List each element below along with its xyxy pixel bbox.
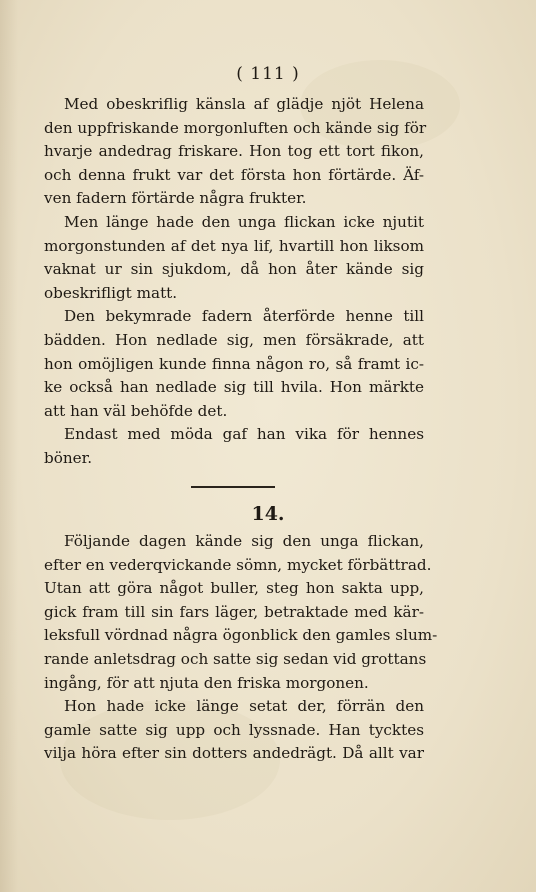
text-line: Följande dagen kände sig den unga flickan, [64,532,424,550]
text-line: ingång, för att njuta den friska morgonen. [44,673,369,692]
text-line: hvarje andedrag friskare. Hon tog ett tort fikon, [44,142,424,161]
text-block-top [44,93,427,471]
text-line: Hon hade icke länge setat der, förrän den [64,697,424,716]
text-line: Endast med möda gaf han vika för hennes [64,425,424,444]
section-divider [191,486,275,488]
text-line: hon omöjligen kunde finna någon ro, så framt ic- [44,354,424,373]
text-line: Men länge hade den unga flickan icke njutit [64,212,424,231]
page-spine-shadow [0,0,18,892]
text-block-bottom [44,530,438,766]
text-line: Den bekymrade fadern återförde henne till [64,307,424,326]
text-line: efter en vederqvickande sömn, mycket förbättrad. [44,555,432,574]
text-line: och denna frukt var det första hon förtärde. Äf- [44,165,424,184]
text-line: morgonstunden af det nya lif, hvartill hon liksom [44,236,424,255]
text-line: Utan att göra något buller, steg hon sakta upp, [44,579,424,598]
text-line: Med obeskriflig känsla af glädje njöt Helena [64,95,424,113]
page-number: ( 111 ) [236,64,300,84]
text-line: ven fadern förtärde några frukter. [44,189,307,208]
text-line: obeskrifligt matt. [44,283,178,302]
text-line: rande anletsdrag och satte sig sedan vid grottans [44,649,427,668]
text-line: gamle satte sig upp och lyssnade. Han tycktes [44,720,424,739]
text-line: gick fram till sin fars läger, betraktade med kär- [44,602,424,621]
section-number: 14. [251,503,285,525]
text-line: böner. [44,448,93,467]
text-line: ke också han nedlade sig till hvila. Hon märkte [44,378,424,397]
text-line: leksfull vördnad några ögonblick den gamles slum- [44,626,438,645]
text-line: bädden. Hon nedlade sig, men försäkrade, att [44,330,424,349]
text-line: att han väl behöfde det. [44,401,228,420]
text-line: den uppfriskande morgonluften och kände sig för [44,118,427,137]
text-line: vilja höra efter sin dotters andedrägt. Då allt var [44,744,424,763]
text-line: vaknat ur sin sjukdom, då hon åter kände sig [44,260,424,279]
